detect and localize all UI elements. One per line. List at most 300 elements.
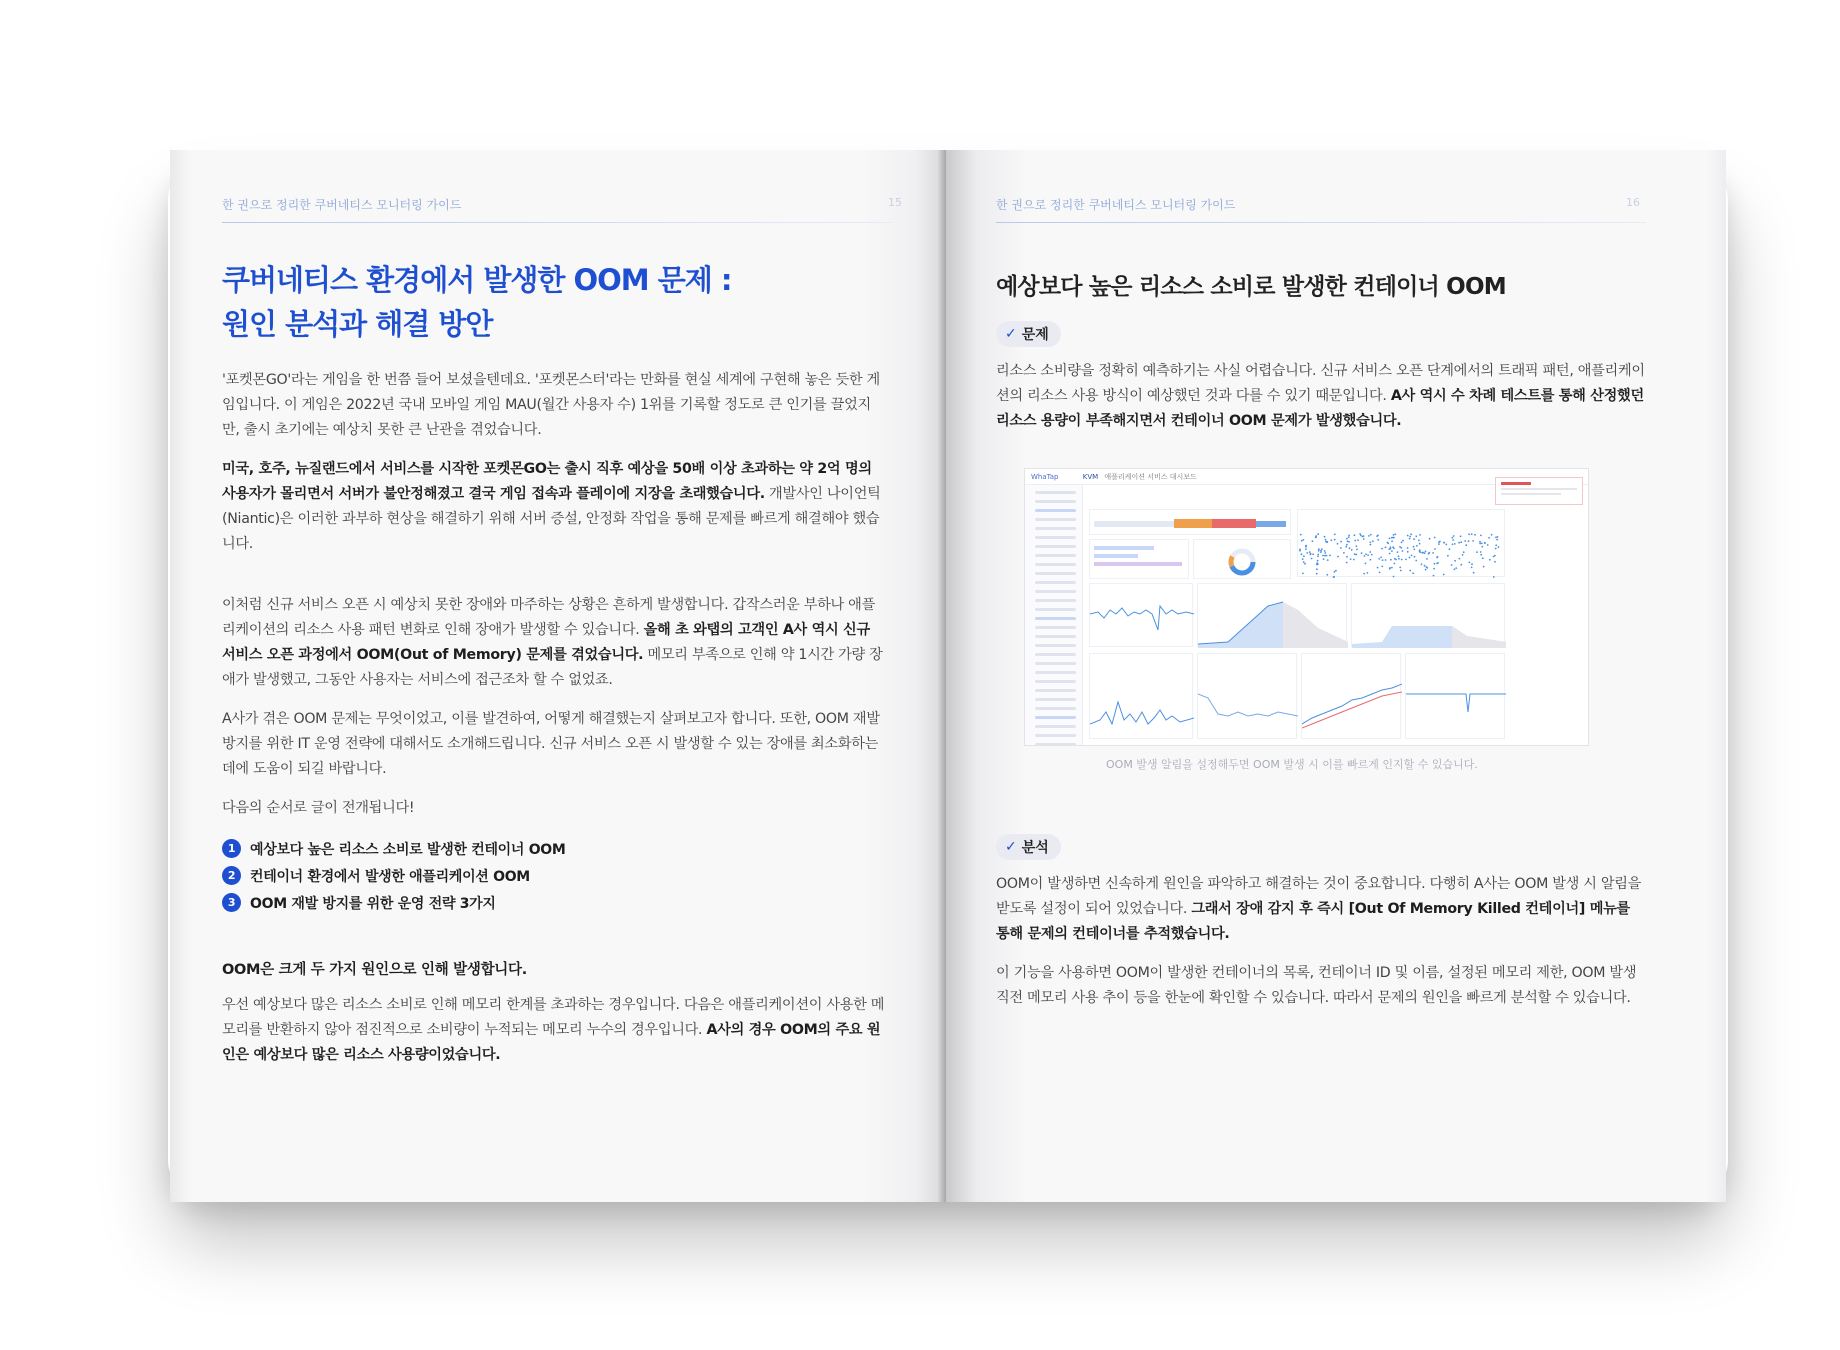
- scatter-dot: [1317, 560, 1319, 562]
- scatter-dot: [1476, 551, 1478, 553]
- scatter-dot: [1463, 551, 1465, 553]
- scatter-dot: [1413, 546, 1415, 548]
- toc-number-badge: 2: [222, 866, 241, 885]
- paragraph-pokemon-rest: 개발사인 나이언틱(Niantic)은 이러한 과부하 현상을 해결하기 위해 서버 증설, 안정화 작업을 통해 문제를 빠르게 해결해야 했습니다.: [222, 486, 881, 552]
- scatter-dot: [1409, 570, 1411, 572]
- scatter-dot: [1401, 542, 1403, 544]
- scatter-dot: [1378, 558, 1380, 560]
- scatter-dot: [1351, 549, 1353, 551]
- toc-list: [222, 835, 886, 916]
- dashboard-scatter-panel: [1297, 509, 1505, 577]
- scatter-dot: [1350, 558, 1352, 560]
- scatter-dot: [1464, 540, 1466, 542]
- scatter-dot: [1326, 541, 1328, 543]
- scatter-dot: [1480, 551, 1482, 553]
- paragraph-purpose: A사가 겪은 OOM 문제는 무엇이었고, 이를 발견하여, 어떻게 해결했는지 살펴보고자 합니다. 또한, OOM 재발 방지를 위한 IT 운영 전략에 대해서도 소개해드립니다. 신규 서비스 오픈 시 발생할 수 있는 장애를 최소화하는 데에 도움이 되길 바랍니다.: [222, 711, 880, 777]
- scatter-dot: [1315, 536, 1317, 538]
- scatter-dot: [1421, 563, 1423, 565]
- scatter-dot: [1438, 541, 1440, 543]
- scatter-dot: [1376, 535, 1378, 537]
- scatter-dot: [1363, 573, 1365, 575]
- tag-problem-label: 문제: [1021, 327, 1049, 343]
- scatter-dot: [1409, 557, 1411, 559]
- running-head-left: 한 권으로 정리한 쿠버네티스 모니터링 가이드: [222, 198, 462, 212]
- scatter-dot: [1312, 553, 1314, 555]
- scatter-dot: [1438, 543, 1440, 545]
- scatter-dot: [1333, 576, 1335, 578]
- scatter-dot: [1472, 540, 1474, 542]
- scatter-dot: [1398, 555, 1400, 557]
- scatter-dot: [1387, 542, 1389, 544]
- scatter-dot: [1401, 559, 1403, 561]
- scatter-dot: [1394, 533, 1396, 535]
- scatter-dot: [1320, 550, 1322, 552]
- scatter-dot: [1498, 546, 1500, 548]
- header-rule-right: [996, 222, 1646, 223]
- scatter-dot: [1390, 546, 1392, 548]
- toc-item: [222, 889, 886, 916]
- scatter-dot: [1419, 549, 1421, 551]
- scatter-dot: [1317, 556, 1319, 558]
- left-page: [170, 150, 950, 1202]
- scatter-dot: [1437, 562, 1439, 564]
- scatter-dot: [1426, 558, 1428, 560]
- scatter-dot: [1451, 537, 1453, 539]
- scatter-dot: [1407, 535, 1409, 537]
- toc-item-label: 컨테이너 환경에서 발생한 애플리케이션 OOM: [250, 868, 530, 885]
- scatter-dot: [1317, 533, 1319, 535]
- line-chart-3: [1198, 654, 1298, 740]
- scatter-dot: [1419, 534, 1421, 536]
- scatter-dot: [1330, 539, 1332, 541]
- scatter-dot: [1345, 546, 1347, 548]
- scatter-dot: [1348, 536, 1350, 538]
- scatter-dot: [1393, 576, 1395, 578]
- scatter-dot: [1397, 551, 1399, 553]
- check-icon: ✓: [1005, 839, 1017, 855]
- scatter-dot: [1363, 538, 1365, 540]
- scatter-dot: [1481, 542, 1483, 544]
- scatter-dot: [1346, 562, 1348, 564]
- scatter-dot: [1334, 571, 1336, 573]
- scatter-dot: [1312, 540, 1314, 542]
- scatter-dot: [1353, 559, 1355, 561]
- section-title: 예상보다 높은 리소스 소비로 발생한 컨테이너 OOM: [996, 274, 1506, 300]
- scatter-dot: [1385, 546, 1387, 548]
- dashboard-area-panel-1: [1197, 583, 1347, 647]
- scatter-dot: [1348, 541, 1350, 543]
- scatter-dot: [1357, 539, 1359, 541]
- toc-item: [222, 835, 886, 862]
- scatter-dot: [1460, 541, 1462, 543]
- scatter-dot: [1337, 543, 1339, 545]
- scatter-dot: [1380, 556, 1382, 558]
- paragraph-pokemon: [222, 457, 886, 557]
- paragraph-problem-start: 리소스 소비량을 정확히 예측하기는 사실 어렵습니다. 신규 서비스 오픈 단계에서의 트래픽 패턴, 애플리케이션의 리소스 사용 방식이 예상했던 것과 다를 수 있기 때문입니다.: [996, 363, 1645, 404]
- donut-chart: [1194, 540, 1292, 580]
- scatter-dot: [1462, 554, 1464, 556]
- scatter-dot: [1391, 550, 1393, 552]
- scatter-dot: [1482, 546, 1484, 548]
- right-content: [996, 268, 1646, 448]
- scatter-dot: [1365, 553, 1367, 555]
- scatter-dot: [1471, 533, 1473, 535]
- scatter-dot: [1359, 533, 1361, 535]
- scatter-dot: [1390, 559, 1392, 561]
- dashboard-sidebar: [1025, 485, 1083, 745]
- area-chart-1: [1198, 584, 1348, 648]
- scatter-dot: [1361, 552, 1363, 554]
- scatter-dot: [1340, 541, 1342, 543]
- scatter-dot: [1400, 570, 1402, 572]
- scatter-dot: [1343, 552, 1345, 554]
- paragraph-outage-start: 이처럼 신규 서비스 오픈 시 예상치 못한 장애와 마주하는 상황은 흔하게 발생합니다. 갑작스러운 부하나 애플리케이션의 리소스 사용 패턴 변화로 인해 장애가 발생할 수 있습니다.: [222, 597, 875, 638]
- paragraph-pokemon-bold: 미국, 호주, 뉴질랜드에서 서비스를 시작한 포켓몬GO는 출시 직후 예상을 50배 이상 초과하는 약 2억 명의 사용자가 몰리면서 서버가 불안정해졌고 결국 게임 접속과 플레이에 지장을 초래했습니다.: [222, 461, 872, 502]
- scatter-dot: [1495, 544, 1497, 546]
- scatter-dot: [1324, 552, 1326, 554]
- paragraph-problem: [996, 359, 1646, 434]
- scatter-dot: [1460, 535, 1462, 537]
- scatter-dot: [1418, 540, 1420, 542]
- page-number-right: 16: [1626, 196, 1640, 209]
- scatter-dot: [1309, 551, 1311, 553]
- scatter-dot: [1474, 534, 1476, 536]
- scatter-dot: [1429, 538, 1431, 540]
- scatter-dot: [1318, 548, 1320, 550]
- scatter-dot: [1465, 544, 1467, 546]
- scatter-dot: [1394, 563, 1396, 565]
- scatter-dot: [1337, 556, 1339, 558]
- article-title: [222, 258, 886, 346]
- scatter-dot: [1393, 537, 1395, 539]
- scatter-dot: [1326, 574, 1328, 576]
- scatter-dot: [1379, 572, 1381, 574]
- scatter-dot: [1424, 565, 1426, 567]
- scatter-dot: [1479, 541, 1481, 543]
- paragraph-analysis: [996, 872, 1646, 947]
- scatter-dot: [1434, 537, 1436, 539]
- dashboard-breadcrumb: 애플리케이션 서비스 대시보드: [1104, 473, 1197, 481]
- scatter-dot: [1303, 539, 1305, 541]
- tag-analysis: [996, 834, 1061, 860]
- scatter-dot: [1311, 558, 1313, 560]
- scatter-dot: [1452, 543, 1454, 545]
- scatter-dot: [1303, 555, 1305, 557]
- scatter-dot: [1346, 538, 1348, 540]
- scatter-dot: [1491, 534, 1493, 536]
- scatter-dot: [1460, 564, 1462, 566]
- scatter-dot: [1299, 550, 1301, 552]
- toc-item: [222, 862, 886, 889]
- toc-item-label: OOM 재발 방지를 위한 운영 전략 3가지: [250, 895, 496, 912]
- scatter-dot: [1479, 543, 1481, 545]
- scatter-dot: [1334, 539, 1336, 541]
- scatter-dot: [1445, 544, 1447, 546]
- scatter-dot: [1433, 568, 1435, 570]
- scatter-dot: [1493, 576, 1495, 578]
- scatter-dot: [1355, 554, 1357, 556]
- scatter-dot: [1473, 572, 1475, 574]
- section-subheading: OOM은 크게 두 가지 원인으로 인해 발생합니다.: [222, 962, 527, 978]
- scatter-dot: [1324, 555, 1326, 557]
- scatter-dot: [1487, 544, 1489, 546]
- scatter-dot: [1356, 545, 1358, 547]
- check-icon: ✓: [1005, 326, 1017, 342]
- scatter-dot: [1368, 535, 1370, 537]
- area-chart-2: [1352, 584, 1506, 648]
- scatter-dot: [1411, 555, 1413, 557]
- line-chart-2: [1090, 654, 1194, 740]
- line-chart-1: [1090, 584, 1194, 648]
- scatter-dot: [1412, 572, 1414, 574]
- scatter-dot: [1335, 570, 1337, 572]
- paragraph-feature: 이 기능을 사용하면 OOM이 발생한 컨테이너의 목록, 컨테이너 ID 및 이름, 설정된 메모리 제한, OOM 발생 직전 메모리 사용 추이 등을 한눈에 확인할 수 있습니다. 따라서 문제의 원인을 빠르게 분석할 수 있습니다.: [996, 965, 1637, 1006]
- dashboard-timeline-panel: [1089, 509, 1291, 535]
- scatter-dot: [1348, 535, 1350, 537]
- toc-number-badge: 1: [222, 839, 241, 858]
- scatter-dot: [1316, 568, 1318, 570]
- scatter-dot: [1316, 573, 1318, 575]
- scatter-dot: [1306, 552, 1308, 554]
- scatter-dot: [1382, 559, 1384, 561]
- scatter-plot: [1298, 510, 1506, 578]
- scatter-dot: [1318, 550, 1320, 552]
- scatter-dot: [1354, 534, 1356, 536]
- paragraph-causes: [222, 993, 886, 1068]
- scatter-dot: [1480, 554, 1482, 556]
- scatter-dot: [1454, 543, 1456, 545]
- scatter-dot: [1389, 567, 1391, 569]
- scatter-dot: [1468, 534, 1470, 536]
- scatter-dot: [1365, 563, 1367, 565]
- scatter-dot: [1458, 542, 1460, 544]
- paragraph-analysis-start: OOM이 발생하면 신속하게 원인을 파악하고 해결하는 것이 중요합니다. 다행히 A사는 OOM 발생 시 알림을 받도록 설정이 되어 있었습니다.: [996, 876, 1642, 917]
- scatter-dot: [1300, 534, 1302, 536]
- scatter-dot: [1459, 558, 1461, 560]
- dashboard-area-panel-2: [1351, 583, 1505, 647]
- scatter-dot: [1488, 537, 1490, 539]
- paragraph-problem-bold: A사 역시 수 차례 테스트를 통해 산정했던 리소스 용량이 부족해지면서 컨테이너 OOM 문제가 발생했습니다.: [996, 388, 1644, 429]
- scatter-dot: [1469, 562, 1471, 564]
- dashboard-screenshot: [1024, 468, 1589, 746]
- scatter-dot: [1413, 538, 1415, 540]
- right-page: [946, 150, 1726, 1202]
- paragraph-analysis-bold: 그래서 장애 감지 후 즉시 [Out Of Memory Killed 컨테이너] 메뉴를 통해 문제의 컨테이너를 추적했습니다.: [996, 901, 1630, 942]
- scatter-dot: [1334, 534, 1336, 536]
- scatter-dot: [1389, 538, 1391, 540]
- figure-caption: OOM 발생 알림을 설정해두면 OOM 발생 시 이를 빠르게 인지할 수 있습니다.: [1106, 758, 1478, 771]
- scatter-dot: [1471, 563, 1473, 565]
- scatter-dot: [1304, 563, 1306, 565]
- toc-number-badge: 3: [222, 893, 241, 912]
- dashboard-donut-widget: [1193, 539, 1291, 579]
- dashboard-line-panel-1: [1089, 583, 1193, 647]
- scatter-dot: [1421, 552, 1423, 554]
- scatter-dot: [1303, 561, 1305, 563]
- dashboard-app: KVM: [1082, 473, 1099, 481]
- paragraph-outage: [222, 593, 886, 693]
- scatter-dot: [1305, 548, 1307, 550]
- scatter-dot: [1346, 556, 1348, 558]
- scatter-dot: [1443, 574, 1445, 576]
- paragraph-outage-rest: 메모리 부족으로 인해 약 1시간 가량 장애가 발생했고, 그동안 사용자는 서비스에 접근조차 할 수 없었죠.: [222, 647, 883, 688]
- scatter-dot: [1455, 567, 1457, 569]
- scatter-dot: [1305, 546, 1307, 548]
- scatter-dot: [1301, 540, 1303, 542]
- scatter-dot: [1415, 560, 1417, 562]
- scatter-dot: [1495, 548, 1497, 550]
- scatter-dot: [1410, 533, 1412, 535]
- right-content-analysis: [996, 834, 1646, 1025]
- scatter-dot: [1310, 554, 1312, 556]
- paragraph-order: 다음의 순서로 글이 전개됩니다!: [222, 800, 415, 816]
- scatter-dot: [1301, 553, 1303, 555]
- scatter-dot: [1317, 554, 1319, 556]
- scatter-dot: [1324, 550, 1326, 552]
- article-title-line2: 원인 분석과 해결 방안: [222, 307, 493, 341]
- dashboard-line-panel-3: [1197, 653, 1297, 739]
- left-content: [222, 258, 886, 1082]
- dashboard-line-panel-4: [1301, 653, 1401, 739]
- scatter-dot: [1393, 548, 1395, 550]
- scatter-dot: [1434, 548, 1436, 550]
- scatter-dot: [1322, 555, 1324, 557]
- scatter-dot: [1468, 540, 1470, 542]
- scatter-dot: [1424, 552, 1426, 554]
- scatter-dot: [1302, 558, 1304, 560]
- running-head-right: 한 권으로 정리한 쿠버네티스 모니터링 가이드: [996, 198, 1236, 212]
- scatter-dot: [1437, 556, 1439, 558]
- scatter-dot: [1316, 563, 1318, 565]
- scatter-dot: [1471, 567, 1473, 569]
- scatter-dot: [1447, 555, 1449, 557]
- scatter-dot: [1414, 556, 1416, 558]
- scatter-dot: [1389, 553, 1391, 555]
- tag-analysis-label: 분석: [1021, 840, 1049, 856]
- tag-problem: [996, 321, 1061, 347]
- scatter-dot: [1451, 564, 1453, 566]
- scatter-dot: [1409, 536, 1411, 538]
- scatter-dot: [1393, 534, 1395, 536]
- scatter-dot: [1389, 548, 1391, 550]
- scatter-dot: [1443, 542, 1445, 544]
- scatter-dot: [1405, 559, 1407, 561]
- dashboard-bar-widget: [1089, 539, 1189, 579]
- scatter-dot: [1371, 554, 1373, 556]
- scatter-dot: [1484, 542, 1486, 544]
- scatter-dot: [1326, 555, 1328, 557]
- scatter-dot: [1391, 567, 1393, 569]
- scatter-dot: [1433, 575, 1435, 577]
- scatter-dot: [1381, 566, 1383, 568]
- scatter-dot: [1325, 539, 1327, 541]
- scatter-dot: [1428, 552, 1430, 554]
- scatter-dot: [1434, 563, 1436, 565]
- scatter-dot: [1497, 536, 1499, 538]
- scatter-dot: [1413, 549, 1415, 551]
- scatter-dot: [1370, 544, 1372, 546]
- scatter-dot: [1381, 548, 1383, 550]
- scatter-dot: [1391, 537, 1393, 539]
- scatter-dot: [1340, 547, 1342, 549]
- scatter-dot: [1370, 542, 1372, 544]
- paragraph-intro: '포켓몬GO'라는 게임을 한 번쯤 들어 보셨을텐데요. '포켓몬스터'라는 만화를 현실 세계에 구현해 놓은 듯한 게임입니다. 이 게임은 2022년 국내 모바일 게임 MAU(월간 사용자 수) 1위를 기록할 정도로 큰 인기를 끌었지만, 출시 초기에는 예상치 못한 큰 난관을 겪었습니다.: [222, 372, 880, 438]
- scatter-dot: [1377, 567, 1379, 569]
- scatter-dot: [1327, 559, 1329, 561]
- scatter-dot: [1483, 566, 1485, 568]
- line-chart-4: [1302, 654, 1402, 740]
- paragraph-causes-bold: A사의 경우 OOM의 주요 원인은 예상보다 많은 리소스 사용량이었습니다.: [222, 1022, 881, 1063]
- scatter-dot: [1452, 539, 1454, 541]
- scatter-dot: [1407, 551, 1409, 553]
- scatter-dot: [1370, 559, 1372, 561]
- line-chart-5: [1406, 654, 1506, 740]
- scatter-dot: [1367, 554, 1369, 556]
- scatter-dot: [1426, 566, 1428, 568]
- scatter-dot: [1399, 567, 1401, 569]
- scatter-dot: [1377, 539, 1379, 541]
- scatter-dot: [1367, 572, 1369, 574]
- scatter-dot: [1453, 535, 1455, 537]
- scatter-dot: [1329, 555, 1331, 557]
- scatter-dot: [1302, 573, 1304, 575]
- scatter-dot: [1398, 558, 1400, 560]
- scatter-dot: [1416, 545, 1418, 547]
- header-rule-left: [222, 222, 892, 223]
- scatter-dot: [1480, 535, 1482, 537]
- scatter-dot: [1402, 550, 1404, 552]
- scatter-dot: [1407, 547, 1409, 549]
- scatter-dot: [1364, 555, 1366, 557]
- scatter-dot: [1394, 558, 1396, 560]
- scatter-dot: [1324, 536, 1326, 538]
- scatter-dot: [1323, 558, 1325, 560]
- scatter-dot: [1494, 561, 1496, 563]
- paragraph-causes-start: 우선 예상보다 많은 리소스 소비로 인해 메모리 한계를 초과하는 경우입니다. 다음은 애플리케이션이 사용한 메모리를 반환하지 않아 점진적으로 소비량이 누적되는 메모리 누수의 경우입니다.: [222, 997, 885, 1038]
- scatter-dot: [1402, 540, 1404, 542]
- scatter-dot: [1493, 556, 1495, 558]
- scatter-dot: [1354, 540, 1356, 542]
- scatter-dot: [1432, 552, 1434, 554]
- scatter-dot: [1482, 557, 1484, 559]
- toc-item-label: 예상보다 높은 리소스 소비로 발생한 컨테이너 OOM: [250, 841, 566, 858]
- paragraph-outage-bold: 올해 초 와탭의 고객인 A사 역시 신규 서비스 오픈 과정에서 OOM(Out of Memory) 문제를 겪었습니다.: [222, 622, 870, 663]
- scatter-dot: [1363, 535, 1365, 537]
- dashboard-brand: WhaTap: [1031, 473, 1059, 481]
- article-title-line1: 쿠버네티스 환경에서 발생한 OOM 문제 :: [222, 263, 732, 297]
- scatter-dot: [1372, 540, 1374, 542]
- scatter-dot: [1370, 534, 1372, 536]
- scatter-dot: [1419, 543, 1421, 545]
- scatter-dot: [1449, 548, 1451, 550]
- scatter-dot: [1391, 540, 1393, 542]
- scatter-dot: [1425, 569, 1427, 571]
- dashboard-line-panel-2: [1089, 653, 1193, 739]
- scatter-dot: [1454, 560, 1456, 562]
- scatter-dot: [1356, 549, 1358, 551]
- dashboard-alert-toast: [1495, 477, 1583, 505]
- scatter-dot: [1409, 538, 1411, 540]
- scatter-dot: [1400, 547, 1402, 549]
- page-number-left: 15: [888, 196, 902, 209]
- scatter-dot: [1496, 539, 1498, 541]
- scatter-dot: [1415, 535, 1417, 537]
- scatter-dot: [1369, 551, 1371, 553]
- dashboard-line-panel-5: [1405, 653, 1505, 739]
- scatter-dot: [1454, 568, 1456, 570]
- scatter-dot: [1354, 553, 1356, 555]
- scatter-dot: [1385, 559, 1387, 561]
